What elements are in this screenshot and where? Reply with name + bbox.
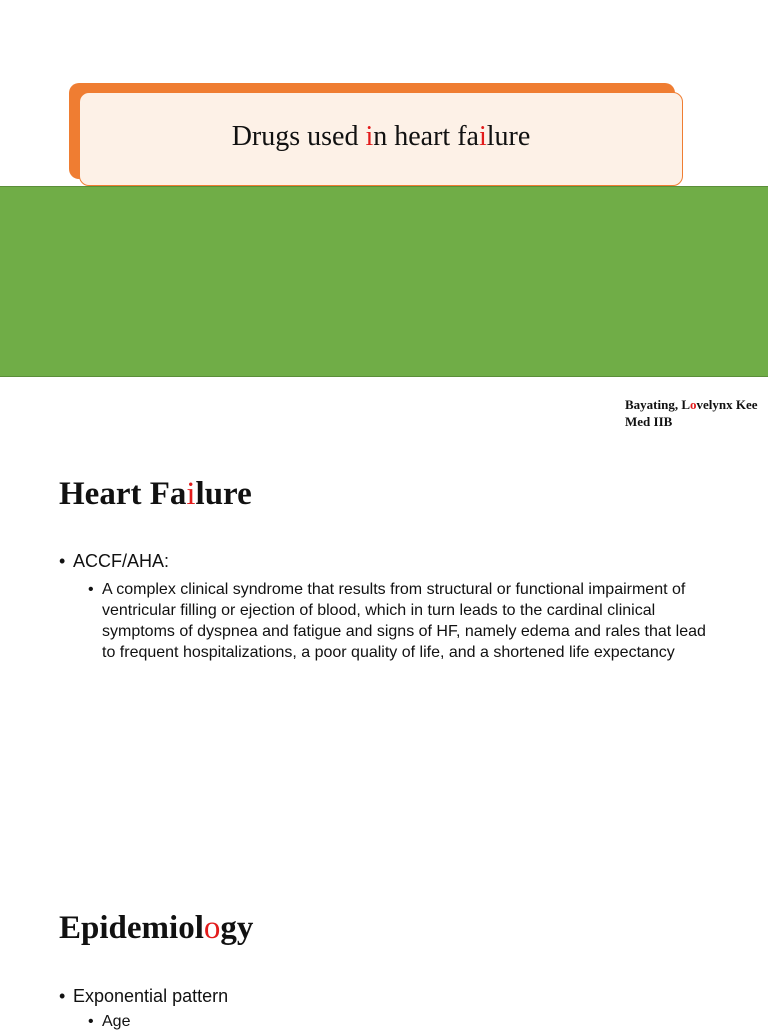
author-name-highlight: o [690,397,697,412]
slide-title-highlight: i [478,121,487,152]
slide-title-highlight: i [365,121,374,152]
definition-bullet [88,579,708,663]
heart-failure-heading [59,476,252,513]
author-name-part: Bayating, L [625,397,691,412]
author-name-part: velynx Kee [696,397,758,412]
bullet-dot: • [88,581,94,598]
heading-part: gy [220,910,254,946]
author-class: Med IIB [625,414,673,429]
author-block [625,396,758,430]
slide-title-part: lure [486,121,531,152]
green-banner [0,186,768,377]
heading-highlight: i [186,476,196,512]
heading-part: Heart Fa [59,476,187,512]
heading-part: Epidemiol [59,910,204,946]
definition-text: A complex clinical syndrome that results from structural or functional impairment of ventricular filling or ejection of blood, which in turn leads to the cardinal clinical symptoms of dyspnea and fatigue and signs of HF, namely edema and rales that lead to frequent hospitalizations, a poor quality of life, and a shortened life expectancy [102,581,706,661]
title-box [79,92,683,186]
bullet-dot: • [88,1013,94,1030]
heading-highlight: o [203,910,221,946]
bullet-exponential-pattern: • Exponential pattern [59,985,228,1007]
slide-title-part: Drugs used [231,121,366,152]
slide-title [232,121,531,153]
age-text: Age [102,1013,131,1030]
age-bullet [88,1011,708,1032]
epidemiology-heading [59,910,253,947]
author-name [625,396,758,413]
heading-part: lure [195,476,252,512]
slide-title-part: n heart fa [373,121,479,152]
bullet-accf-aha: • ACCF/AHA: [59,550,169,572]
